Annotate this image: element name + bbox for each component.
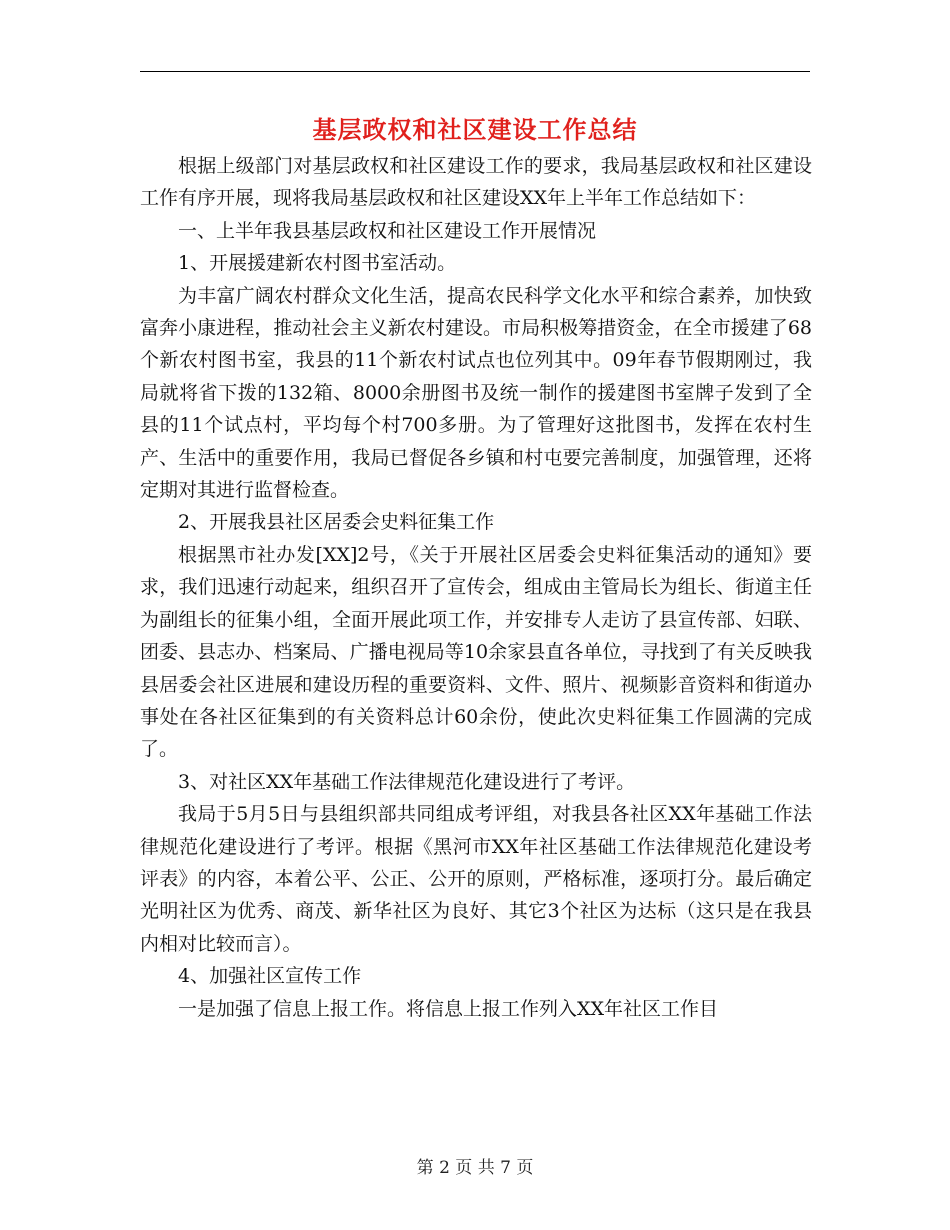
paragraph-library: 为丰富广阔农村群众文化生活，提高农民科学文化水平和综合素养，加快致富奔小康进程，推动社会主义新农村建设。市局积极筹措资金，在全市援建了68个新农村图书室，我县的11个新农村试点也位列其中。09年春节假期刚过，我局就将省下拨的132箱、8000余册图书及统一制作的援建图书室牌子发到了全县的11个试点村，平均每个村700多册。为了管理好这批图书，发挥在农村生产、生活中的重要作用，我局已督促各乡镇和村屯要完善制度，加强管理，还将定期对其进行监督检查。 <box>140 284 812 502</box>
subheading-4: 4、加强社区宣传工作 <box>178 965 362 988</box>
document-title: 基层政权和社区建设工作总结 <box>312 116 638 144</box>
subheading-3: 3、对社区XX年基础工作法律规范化建设进行了考评。 <box>178 770 636 793</box>
header-rule <box>140 71 810 72</box>
page-number: 第 2 页 共 7 页 <box>416 1158 534 1178</box>
page-footer <box>0 1153 950 1178</box>
section-heading-1: 一、上半年我县基层政权和社区建设工作开展情况 <box>178 219 597 242</box>
paragraph-evaluation: 我局于5月5日与县组织部共同组成考评组，对我县各社区XX年基础工作法律规范化建设进行了考评。根据《黑河市XX年社区基础工作法律规范化建设考评表》的内容，本着公平、公正、公开的原则，严格标准，逐项打分。最后确定光明社区为优秀、商茂、新华社区为良好、其它3个社区为达标（这只是在我县内相对比较而言）。 <box>140 803 812 955</box>
document-body <box>140 150 812 1025</box>
paragraph-publicity: 一是加强了信息上报工作。将信息上报工作列入XX年社区工作目 <box>178 997 719 1020</box>
subheading-1: 1、开展援建新农村图书室活动。 <box>178 252 457 275</box>
subheading-2: 2、开展我县社区居委会史料征集工作 <box>178 511 495 534</box>
paragraph-intro: 根据上级部门对基层政权和社区建设工作的要求，我局基层政权和社区建设工作有序开展，现将我局基层政权和社区建设XX年上半年工作总结如下： <box>140 155 812 210</box>
paragraph-archives: 根据黑市社办发[XX]2号，《关于开展社区居委会史料征集活动的通知》要求，我们迅速行动起来，组织召开了宣传会，组成由主管局长为组长、街道主任为副组长的征集小组，全面开展此项工作，并安排专人走访了县宣传部、妇联、团委、县志办、档案局、广播电视局等10余家县直各单位，寻找到了有关反映我县居委会社区进展和建设历程的重要资料、文件、照片、视频影音资料和街道办事处在各社区征集到的有关资料总计60余份，使此次史料征集工作圆满的完成了。 <box>140 543 812 761</box>
